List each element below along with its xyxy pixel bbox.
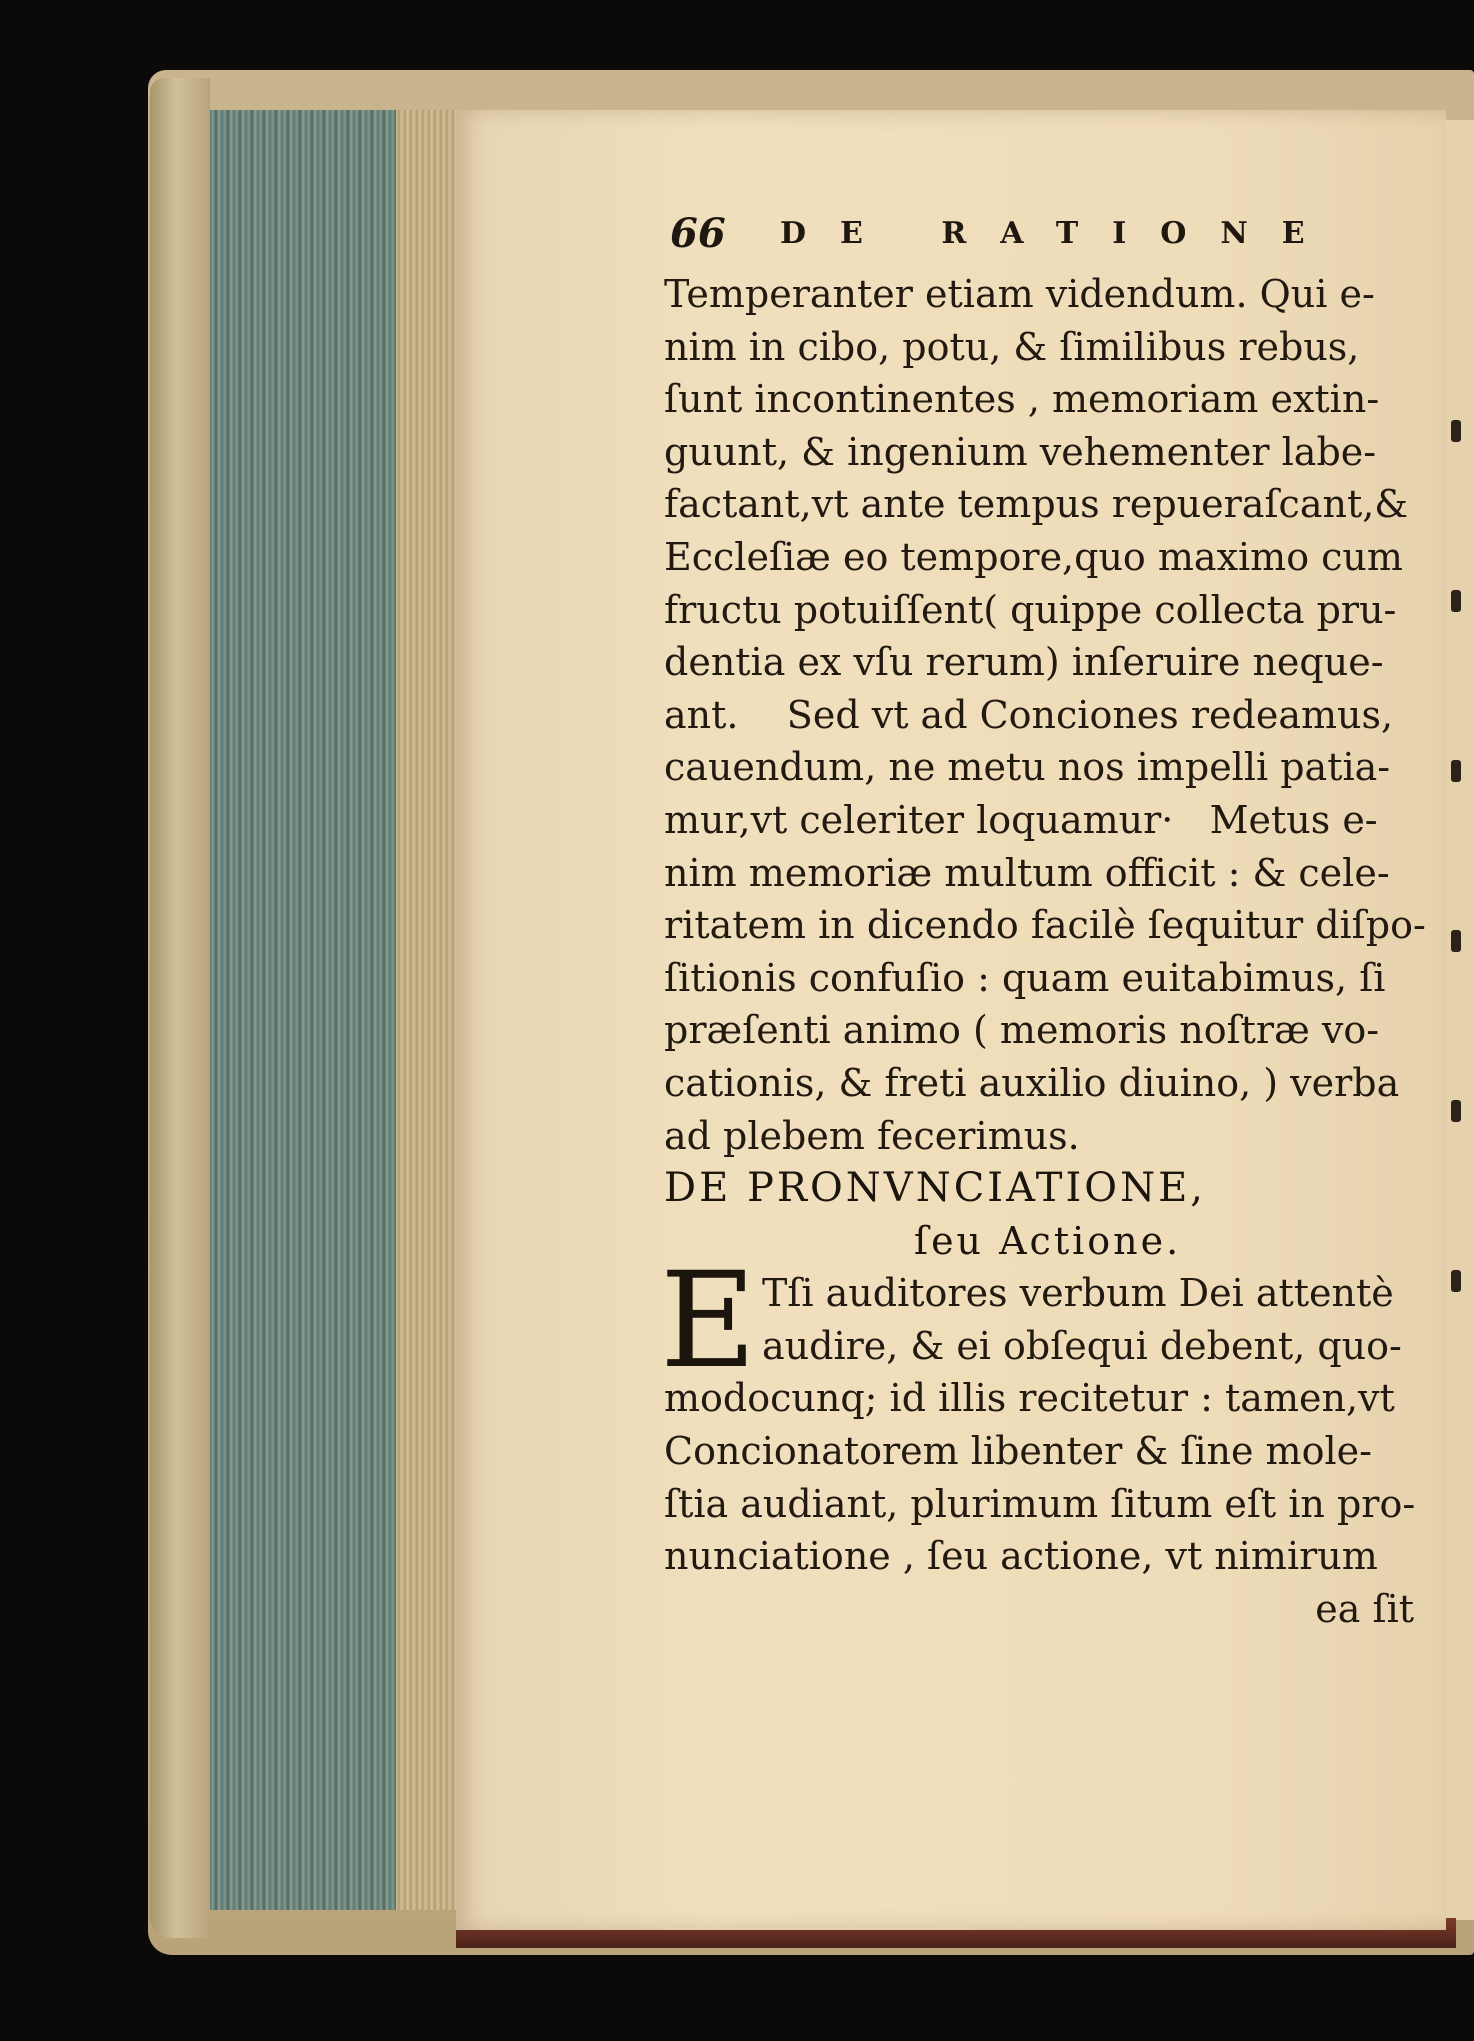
text-line: cationis, & freti auxilio diuino, ) verba [664,1060,1400,1105]
text-line: ſitionis confuſio : quam euitabimus, ſi [664,955,1386,1000]
page-header [670,210,1350,258]
text-line: ant. Sed vt ad Conciones redeamus, [664,692,1394,737]
text-line: audire, & ei obſequi debent, quo- [762,1323,1402,1368]
text-line: nim memoriæ multum officit : & cele- [664,850,1390,895]
text-line: ad plebem fecerimus. [664,1113,1080,1158]
page-edges [210,110,456,1910]
section-subheading: ſeu Actione. [914,1218,1182,1263]
text-line: modocunq; id illis recitetur : tamen,vt [664,1376,1395,1421]
text-line: nim in cibo, potu, & ſimilibus rebus, [664,324,1360,369]
text-line: Temperanter etiam videndum. Qui e- [664,272,1375,316]
drop-cap: E [660,1244,757,1399]
vellum-cover-edge [150,78,210,1938]
section-heading: DE PRONVNCIATIONE, [664,1165,1206,1212]
text-line: præſenti animo ( memoris noſtræ vo- [664,1008,1380,1053]
text-line: dentia ex vſu rerum) inſeruire neque- [664,640,1384,685]
text-line: mur,vt celeriter loquamur· Metus e- [664,797,1378,842]
text-line: Tſi auditores verbum Dei attentè [762,1271,1394,1316]
text-line: factant,vt ante tempus repueraſcant,& [664,482,1409,527]
main-text [660,268,1434,1635]
page-number: 66 [670,210,726,257]
text-line: fructu potuiſſent( quippe collecta pru- [664,587,1397,632]
text-line: Concionatorem libenter & ſine mole- [664,1429,1372,1474]
text-line: Eccleſiæ eo tempore,quo maximo cum [664,534,1403,579]
text-line: ſtia audiant, plurimum ſitum eſt in pro- [664,1481,1416,1526]
catchword: ea ſit [1315,1586,1414,1631]
running-head: DE RATIONE [780,216,1339,251]
text-line: nunciatione , ſeu actione, vt nimirum [664,1534,1378,1579]
text-line: ritatem in dicendo facilè ſequitur diſpo- [664,903,1426,948]
text-line: ſunt incontinentes , memoriam extin- [664,377,1380,422]
text-line: guunt, & ingenium vehementer labe- [664,429,1377,474]
text-line: cauendum, ne metu nos impelli patia- [664,745,1391,790]
